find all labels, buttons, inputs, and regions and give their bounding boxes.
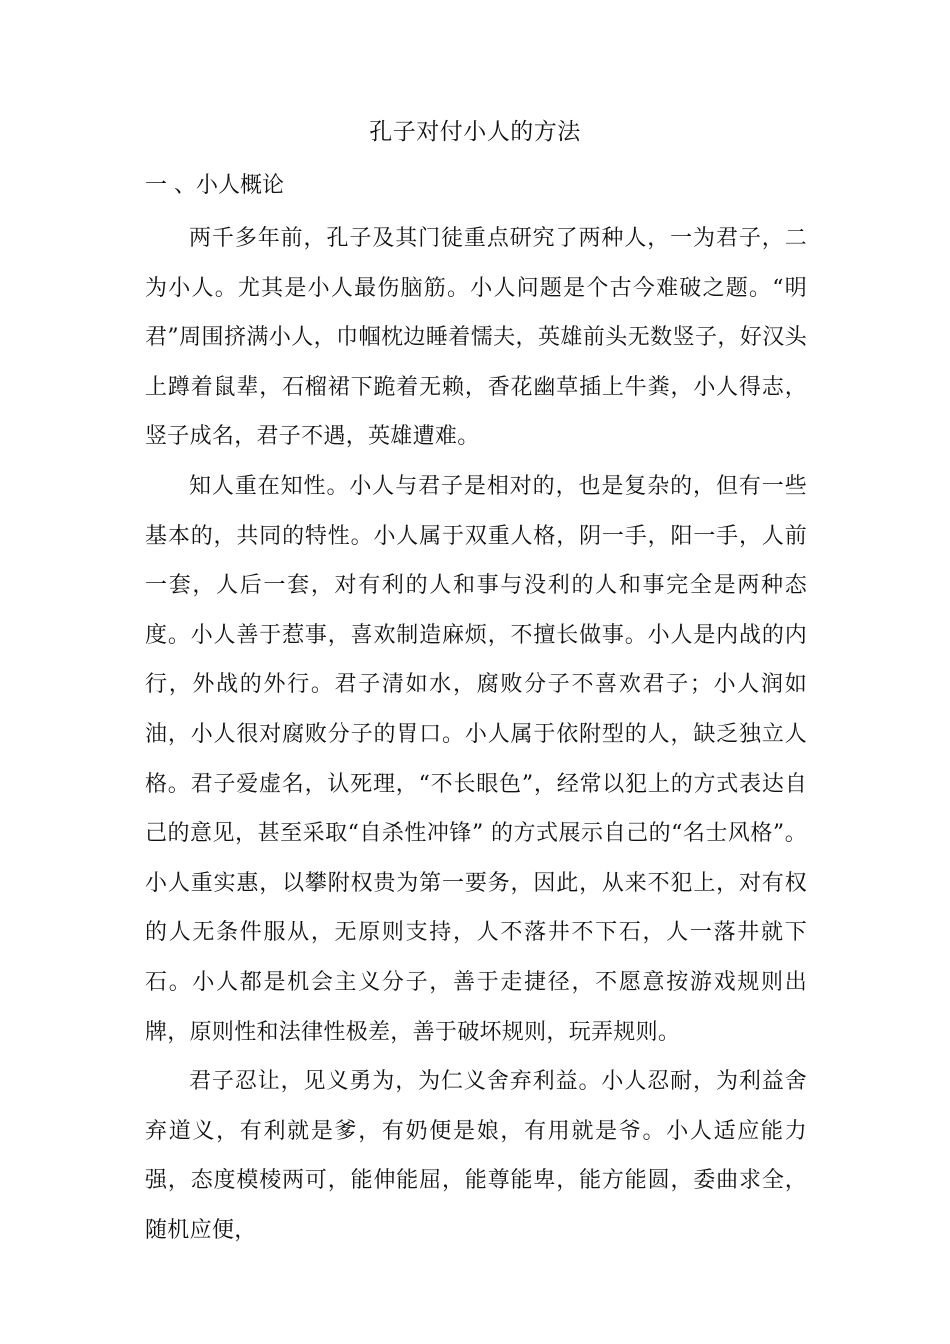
paragraph: 君子忍让，见义勇为，为仁义舍弃利益。小人忍耐，为利益舍弃道义，有利就是爹，有奶便是娘，有用就是爷。小人适应能力强，态度模棱两可，能伸能屈，能尊能卑，能方能圆，委曲求全，随机应便， xyxy=(145,1069,807,1243)
paragraph: 知人重在知性。小人与君子是相对的，也是复杂的，但有一些基本的，共同的特性。小人属于双重人格，阴一手，阳一手，人前一套，人后一套，对有利的人和事与没利的人和事完全是两种态度。小人善于惹事，喜欢制造麻烦，不擅长做事。小人是内战的内行，外战的外行。君子清如水，腐败分子不喜欢君子；小人润如油，小人很对腐败分子的胃口。小人属于依附型的人，缺乏独立人格。君子爱虚名，认死理，“不长眼色”，经常以犯上的方式表达自己的意见，甚至采取“自杀性冲锋” 的方式展示自己的“名士风格”。小人重实惠，以攀附权贵为第一要务，因此，从来不犯上，对有权的人无条件服从，无原则支持，人不落井不下石，人一落井就下石。小人都是机会主义分子，善于走捷径，不愿意按游戏规则出牌，原则性和法律性极差，善于破坏规则，玩弄规则。 xyxy=(145,473,807,1045)
body-text xyxy=(145,214,807,1255)
paragraph: 两千多年前，孔子及其门徒重点研究了两种人，一为君子，二为小人。尤其是小人最伤脑筋。小人问题是个古今难破之题。“明君”周围挤满小人，巾帼枕边睡着懦夫，英雄前头无数竖子，好汉头上蹲着鼠辈，石榴裙下跪着无赖，香花幽草插上牛粪，小人得志，竖子成名，君子不遇，英雄遭难。 xyxy=(145,226,807,450)
section-heading: 一 、小人概论 xyxy=(145,173,284,198)
document-title: 孔子对付小人的方法 xyxy=(369,119,581,145)
